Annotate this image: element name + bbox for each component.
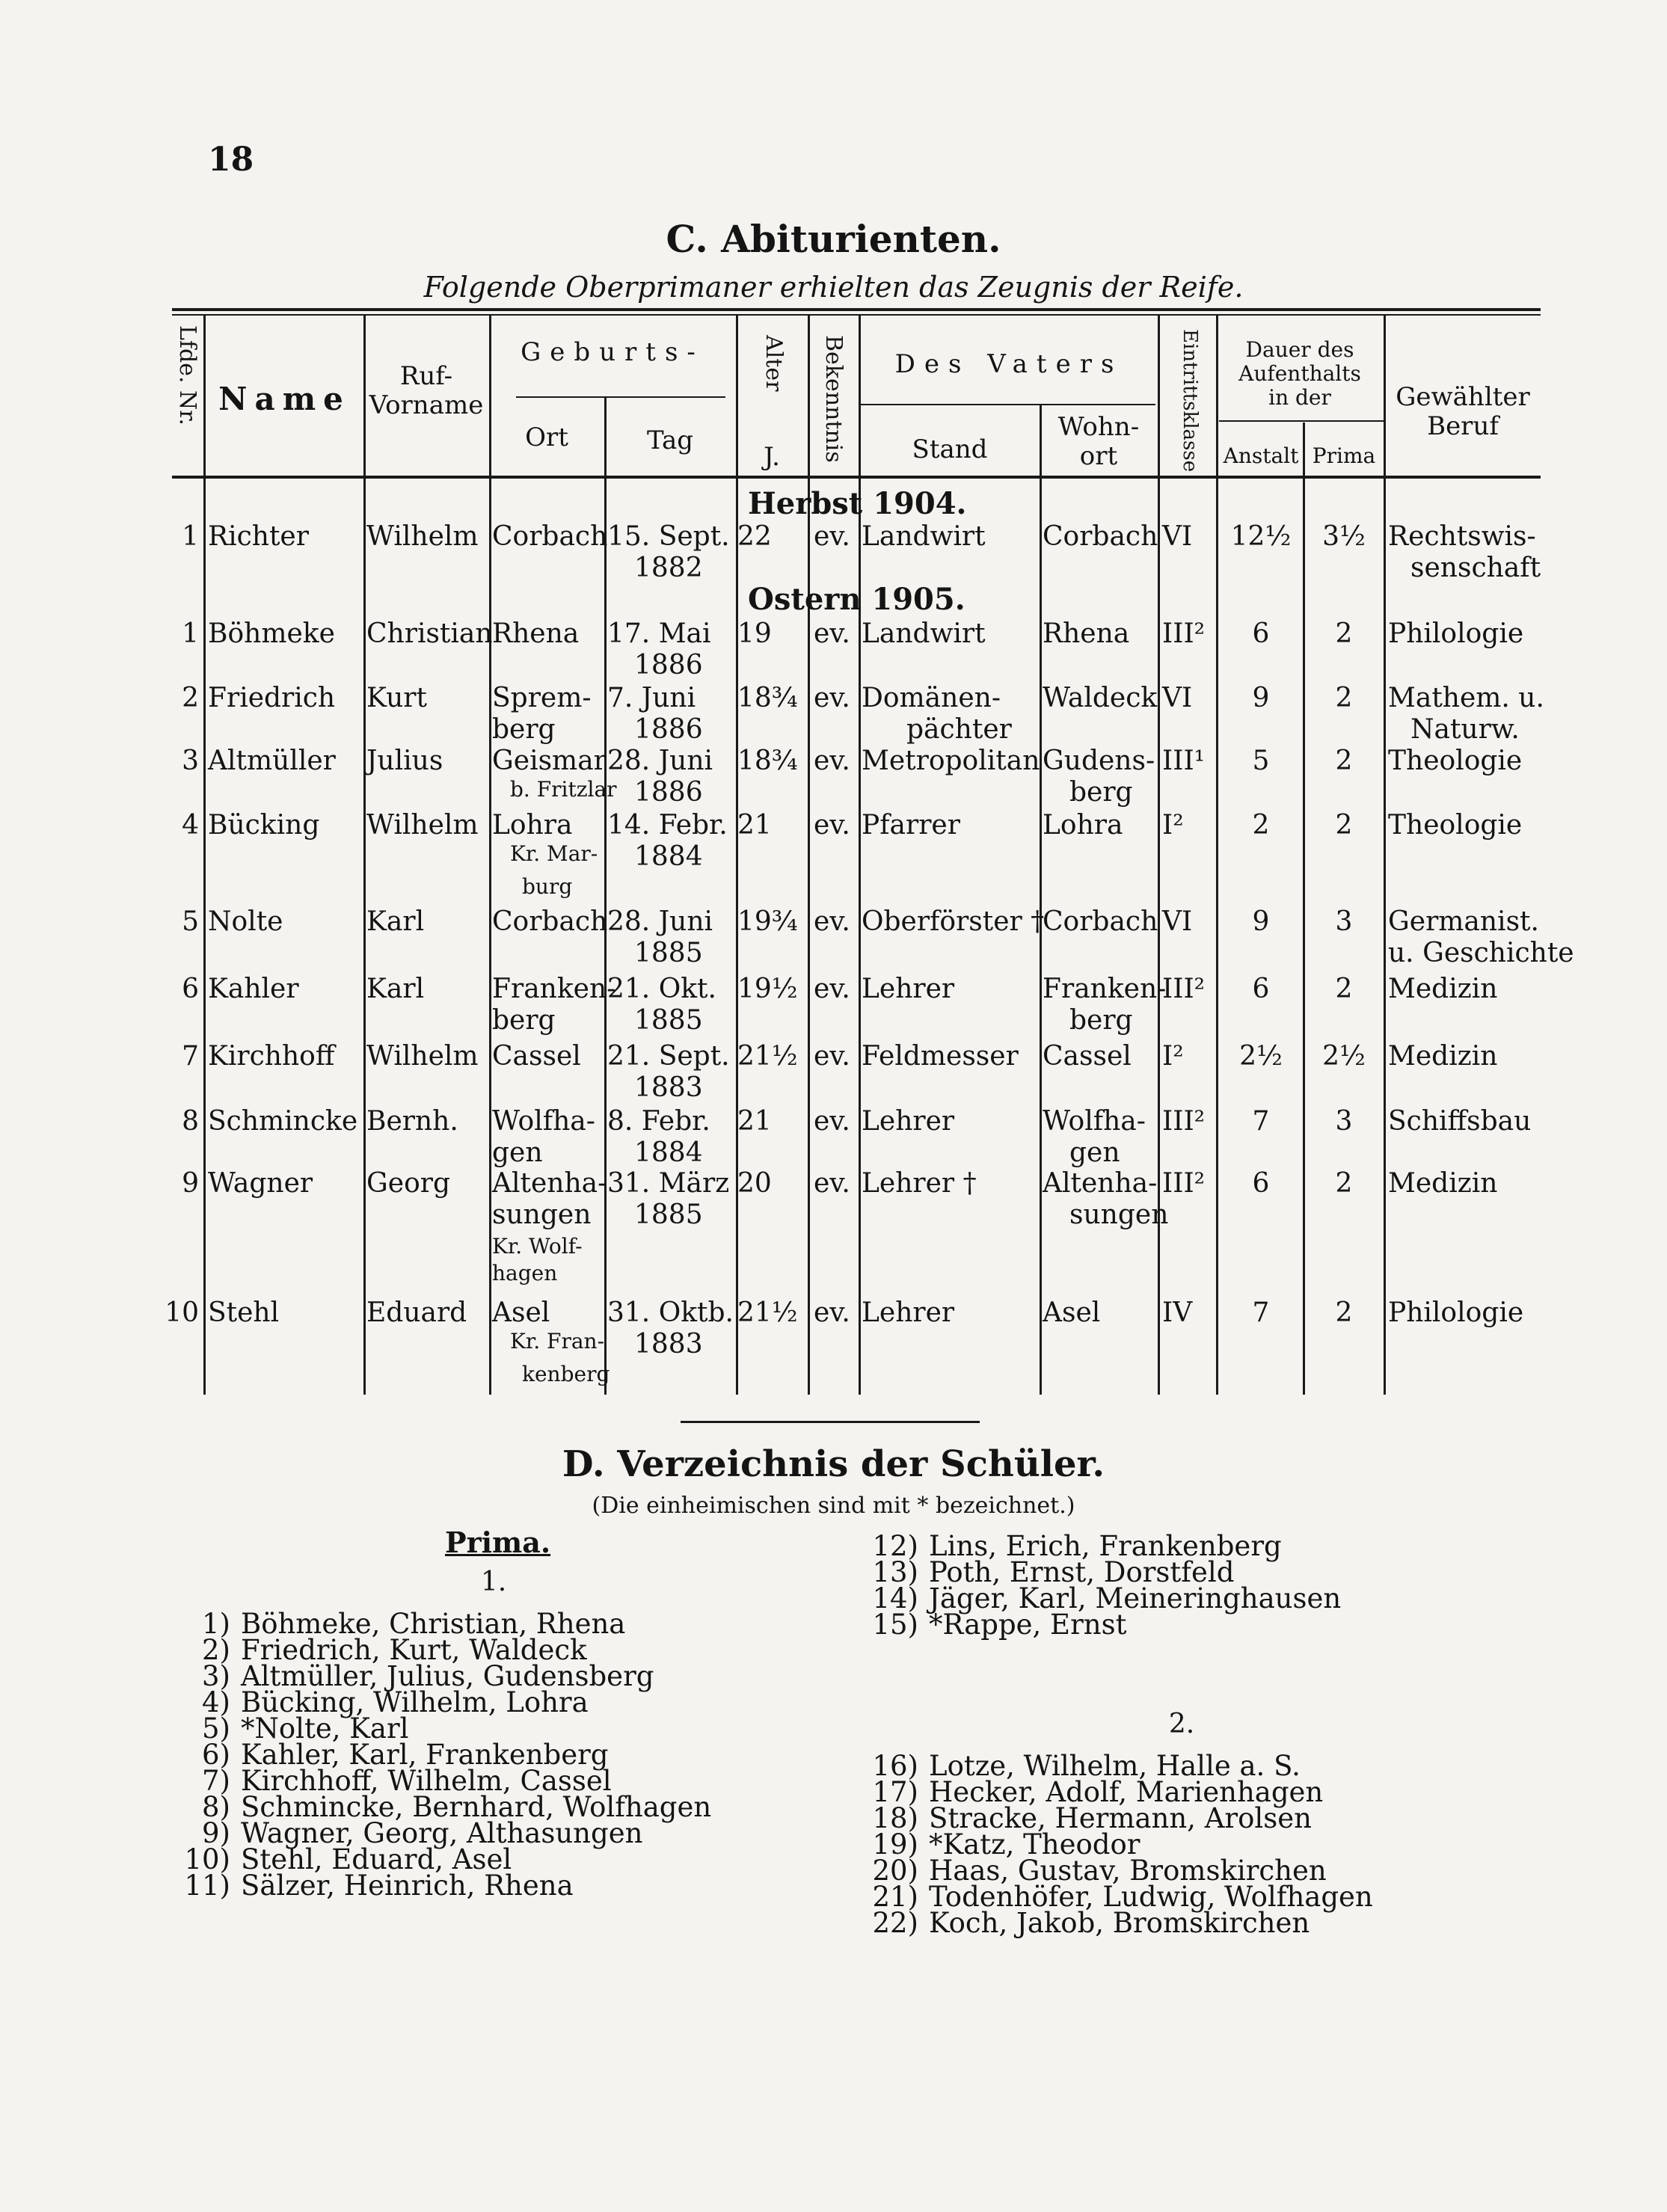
list-item-text: Wagner, Georg, Althasungen xyxy=(241,1817,643,1849)
row-jahr: 1886 xyxy=(634,714,703,745)
row-tag: 28. Juni xyxy=(607,746,713,776)
list-item-text: Stracke, Hermann, Arolsen xyxy=(929,1802,1312,1834)
list-item-text: Koch, Jakob, Bromskirchen xyxy=(929,1907,1310,1939)
row-alter: 21 xyxy=(737,1106,772,1137)
row-jahr: 1885 xyxy=(634,938,703,968)
row-beruf-2: u. Geschichte xyxy=(1388,938,1574,968)
header-wohnort: Wohn- ort xyxy=(1057,412,1140,472)
row-wohnort: Wolfha- xyxy=(1043,1106,1146,1137)
row-bekenntnis: ev. xyxy=(814,1297,850,1328)
row-wohnort: Rhena xyxy=(1043,618,1130,649)
row-jahr: 1883 xyxy=(634,1072,703,1103)
row-tag: 21. Sept. xyxy=(607,1041,730,1072)
row-ort: Franken- xyxy=(492,974,616,1004)
row-anstalt: 7 xyxy=(1252,1297,1270,1328)
row-bekenntnis: ev. xyxy=(814,683,850,713)
row-beruf: Theologie xyxy=(1388,746,1523,776)
row-stand: Pfarrer xyxy=(862,810,960,841)
list-item-number: 11) xyxy=(184,1870,230,1902)
row-name: Friedrich xyxy=(208,683,336,713)
header-nr: Lfde. Nr. xyxy=(174,325,200,425)
row-wohnort: Corbach xyxy=(1043,906,1158,937)
list-item xyxy=(860,1609,1126,1641)
list-item-number: 5) xyxy=(202,1712,230,1745)
header-alter-j: J. xyxy=(764,442,780,472)
row-jahr: 1884 xyxy=(634,841,703,872)
row-anstalt: 2 xyxy=(1252,810,1270,841)
row-alter: 20 xyxy=(737,1168,772,1199)
list-item-number: 1) xyxy=(202,1608,230,1640)
row-jahr: 1882 xyxy=(634,553,703,583)
row-jahr: 1883 xyxy=(634,1329,703,1360)
row-stand: Metropolitan xyxy=(862,746,1040,776)
section-d-note: (Die einheimischen sind mit * bezeichnet.) xyxy=(592,1493,1075,1519)
row-ort: Wolfha- xyxy=(492,1106,595,1137)
list-item-number: 8) xyxy=(202,1791,230,1823)
row-prima: 2 xyxy=(1335,618,1353,649)
row-vorname: Kurt xyxy=(366,683,427,713)
row-wohnort-2: berg xyxy=(1069,1005,1133,1036)
row-anstalt: 9 xyxy=(1252,683,1270,713)
list-item-text: Friedrich, Kurt, Waldeck xyxy=(241,1634,587,1666)
row-ort-2: berg xyxy=(492,714,556,745)
row-bekenntnis: ev. xyxy=(814,974,850,1004)
list-item-text: Jäger, Karl, Meineringhausen xyxy=(929,1582,1342,1615)
group-heading: Ostern 1905. xyxy=(748,582,965,617)
row-jahr: 1886 xyxy=(634,777,703,808)
row-name: Kirchhoff xyxy=(208,1041,335,1072)
list-item-number: 18) xyxy=(872,1802,918,1834)
list-item-text: Altmüller, Julius, Gudensberg xyxy=(241,1660,654,1692)
row-klasse: VI xyxy=(1162,906,1193,937)
row-vorname: Julius xyxy=(366,746,443,776)
row-klasse: III² xyxy=(1162,1168,1206,1199)
row-nr: 9 xyxy=(182,1168,199,1199)
row-name: Kahler xyxy=(208,974,299,1004)
row-stand: Landwirt xyxy=(862,521,986,552)
row-ort-3: burg xyxy=(522,874,573,899)
header-rufname: Ruf- Vorname xyxy=(369,361,484,421)
header-geburts: Geburts- xyxy=(521,337,704,367)
row-beruf: Mathem. u. xyxy=(1388,683,1544,713)
row-nr: 10 xyxy=(165,1297,199,1328)
row-stand: Landwirt xyxy=(862,618,986,649)
row-tag: 31. März xyxy=(607,1168,730,1199)
row-jahr: 1885 xyxy=(634,1005,703,1036)
row-ort: Altenha- xyxy=(492,1168,607,1199)
row-stand: Oberförster † xyxy=(862,906,1045,937)
row-bekenntnis: ev. xyxy=(814,521,850,552)
row-alter: 19¾ xyxy=(737,906,798,937)
row-anstalt: 7 xyxy=(1252,1106,1270,1137)
list-item-text: *Katz, Theodor xyxy=(929,1828,1141,1861)
row-beruf: Theologie xyxy=(1388,810,1523,841)
row-bekenntnis: ev. xyxy=(814,810,850,841)
row-ort-2: gen xyxy=(492,1137,543,1168)
row-ort-3: Kr. Wolf- hagen xyxy=(492,1234,583,1286)
row-prima: 2½ xyxy=(1322,1041,1366,1072)
row-wohnort: Waldeck xyxy=(1043,683,1158,713)
row-beruf: Germanist. xyxy=(1388,906,1539,937)
header-anstalt: Anstalt xyxy=(1223,443,1299,468)
row-prima: 3½ xyxy=(1322,521,1366,552)
header-prima: Prima xyxy=(1312,443,1376,468)
header-bekenntnis: Bekenntnis xyxy=(820,335,847,463)
list-item-text: Kahler, Karl, Frankenberg xyxy=(241,1739,609,1771)
row-wohnort: Cassel xyxy=(1043,1041,1132,1072)
row-anstalt: 12½ xyxy=(1230,521,1292,552)
header-dauer: Dauer des Aufenthalts in der xyxy=(1238,337,1361,411)
row-tag: 31. Oktb. xyxy=(607,1297,734,1328)
row-wohnort: Asel xyxy=(1043,1297,1101,1328)
row-stand: Domänen- xyxy=(862,683,1001,713)
row-alter: 21 xyxy=(737,810,772,841)
row-ort: Asel xyxy=(492,1297,550,1328)
row-nr: 5 xyxy=(182,906,199,937)
list-item-number: 12) xyxy=(872,1530,918,1562)
row-jahr: 1886 xyxy=(634,650,703,681)
row-tag: 28. Juni xyxy=(607,906,713,937)
row-klasse: III¹ xyxy=(1162,746,1206,776)
list-item-number: 13) xyxy=(872,1556,918,1588)
list-item-number: 21) xyxy=(872,1881,918,1913)
row-alter: 21½ xyxy=(737,1297,798,1328)
list-item-number: 17) xyxy=(872,1776,918,1808)
row-ort-2: b. Fritzlar xyxy=(510,777,617,802)
list-item-text: Stehl, Eduard, Asel xyxy=(241,1843,512,1875)
row-nr: 4 xyxy=(182,810,199,841)
list-2-number: 2. xyxy=(1168,1709,1195,1739)
row-vorname: Wilhelm xyxy=(366,1041,479,1072)
row-name: Altmüller xyxy=(208,746,336,776)
list-item-text: Kirchhoff, Wilhelm, Cassel xyxy=(241,1765,612,1797)
group-heading: Herbst 1904. xyxy=(748,486,967,521)
row-klasse: III² xyxy=(1162,974,1206,1004)
row-beruf: Medizin xyxy=(1388,1041,1498,1072)
row-tag: 15. Sept. xyxy=(607,521,730,552)
row-klasse: III² xyxy=(1162,1106,1206,1137)
row-tag: 14. Febr. xyxy=(607,810,728,841)
row-bekenntnis: ev. xyxy=(814,1041,850,1072)
list-item-text: Schmincke, Bernhard, Wolfhagen xyxy=(241,1791,712,1823)
row-vorname: Karl xyxy=(366,906,425,937)
row-alter: 18¾ xyxy=(737,683,798,713)
row-name: Stehl xyxy=(208,1297,280,1328)
row-bekenntnis: ev. xyxy=(814,1168,850,1199)
list-item-text: Todenhöfer, Ludwig, Wolfhagen xyxy=(929,1881,1373,1913)
row-stand: Feldmesser xyxy=(862,1041,1019,1072)
row-nr: 7 xyxy=(182,1041,199,1072)
list-item-number: 7) xyxy=(202,1765,230,1797)
row-alter: 19 xyxy=(737,618,772,649)
row-anstalt: 6 xyxy=(1252,1168,1270,1199)
row-stand-2: pächter xyxy=(906,714,1012,745)
list-item-number: 10) xyxy=(184,1843,230,1875)
row-bekenntnis: ev. xyxy=(814,618,850,649)
row-ort: Rhena xyxy=(492,618,580,649)
row-vorname: Wilhelm xyxy=(366,810,479,841)
row-klasse: I² xyxy=(1162,810,1184,841)
list-item-number: 6) xyxy=(202,1739,230,1771)
row-anstalt: 2½ xyxy=(1239,1041,1283,1072)
row-stand: Lehrer xyxy=(862,1106,955,1137)
row-wohnort-2: berg xyxy=(1069,777,1133,808)
list-item-number: 19) xyxy=(872,1828,918,1861)
row-jahr: 1884 xyxy=(634,1137,703,1168)
row-prima: 3 xyxy=(1335,1106,1353,1137)
row-vorname: Christian xyxy=(366,618,493,649)
row-beruf: Philologie xyxy=(1388,1297,1524,1328)
list-item-text: Lins, Erich, Frankenberg xyxy=(929,1530,1282,1562)
list-item-text: Lotze, Wilhelm, Halle a. S. xyxy=(929,1750,1301,1782)
list-item-number: 9) xyxy=(202,1817,230,1849)
row-prima: 2 xyxy=(1335,1168,1353,1199)
row-wohnort: Gudens- xyxy=(1043,746,1155,776)
row-name: Bücking xyxy=(208,810,320,841)
list-item-text: Sälzer, Heinrich, Rhena xyxy=(241,1870,574,1902)
row-prima: 3 xyxy=(1335,906,1353,937)
list-item-number: 20) xyxy=(872,1855,918,1887)
header-tag: Tag xyxy=(646,425,694,455)
row-prima: 2 xyxy=(1335,746,1353,776)
list-item-number: 15) xyxy=(872,1609,918,1641)
list-item xyxy=(860,1907,1310,1939)
row-name: Nolte xyxy=(208,906,283,937)
row-klasse: III² xyxy=(1162,618,1206,649)
row-beruf: Medizin xyxy=(1388,1168,1498,1199)
row-jahr: 1885 xyxy=(634,1199,703,1230)
section-c-title: C. Abiturienten. xyxy=(666,217,1001,261)
row-ort: Geismar xyxy=(492,746,607,776)
row-tag: 8. Febr. xyxy=(607,1106,710,1137)
row-alter: 19½ xyxy=(737,974,798,1004)
row-name: Richter xyxy=(208,521,309,552)
row-wohnort: Altenha- xyxy=(1043,1168,1158,1199)
list-item-text: *Rappe, Ernst xyxy=(929,1609,1127,1641)
row-wohnort: Corbach xyxy=(1043,521,1158,552)
row-prima: 2 xyxy=(1335,1297,1353,1328)
row-beruf-2: senschaft xyxy=(1410,553,1541,583)
row-nr: 6 xyxy=(182,974,199,1004)
row-beruf-2: Naturw. xyxy=(1410,714,1520,745)
list-item-number: 2) xyxy=(202,1634,230,1666)
header-beruf: Gewählter Beruf xyxy=(1396,382,1530,442)
prima-heading: Prima. xyxy=(445,1526,551,1559)
row-bekenntnis: ev. xyxy=(814,906,850,937)
row-nr: 1 xyxy=(182,618,199,649)
row-alter: 18¾ xyxy=(737,746,798,776)
row-nr: 1 xyxy=(182,521,199,552)
header-stand: Stand xyxy=(912,434,988,464)
row-vorname: Karl xyxy=(366,974,425,1004)
row-alter: 21½ xyxy=(737,1041,798,1072)
row-ort-2: sungen xyxy=(492,1199,592,1230)
row-stand: Lehrer † xyxy=(862,1168,977,1199)
header-ort: Ort xyxy=(525,423,568,452)
list-item-text: *Nolte, Karl xyxy=(241,1712,409,1745)
list-item-text: Hecker, Adolf, Marienhagen xyxy=(929,1776,1324,1808)
row-tag: 21. Okt. xyxy=(607,974,716,1004)
row-tag: 17. Mai xyxy=(607,618,711,649)
row-ort-2: berg xyxy=(492,1005,556,1036)
header-des-vaters: Des Vaters xyxy=(894,349,1123,379)
row-prima: 2 xyxy=(1335,810,1353,841)
row-anstalt: 6 xyxy=(1252,618,1270,649)
row-alter: 22 xyxy=(737,521,772,552)
list-item xyxy=(172,1870,574,1902)
row-klasse: VI xyxy=(1162,521,1193,552)
row-anstalt: 5 xyxy=(1252,746,1270,776)
row-nr: 8 xyxy=(182,1106,199,1137)
section-c-subtitle: Folgende Oberprimaner erhielten das Zeugnis der Reife. xyxy=(423,271,1244,304)
list-item-number: 22) xyxy=(872,1907,918,1939)
list-item-number: 16) xyxy=(872,1750,918,1782)
row-ort-2: Kr. Mar- xyxy=(510,841,598,866)
header-alter: Alter xyxy=(761,335,787,392)
row-prima: 2 xyxy=(1335,683,1353,713)
list-item-text: Poth, Ernst, Dorstfeld xyxy=(929,1556,1235,1588)
row-ort: Sprem- xyxy=(492,683,592,713)
row-name: Böhmeke xyxy=(208,618,335,649)
row-stand: Lehrer xyxy=(862,1297,955,1328)
row-ort: Cassel xyxy=(492,1041,581,1072)
row-ort: Corbach xyxy=(492,906,608,937)
list-item-number: 14) xyxy=(872,1582,918,1615)
list-item-number: 4) xyxy=(202,1686,230,1718)
row-wohnort-2: gen xyxy=(1069,1137,1120,1168)
row-bekenntnis: ev. xyxy=(814,1106,850,1137)
row-beruf: Schiffsbau xyxy=(1388,1106,1532,1137)
row-anstalt: 6 xyxy=(1252,974,1270,1004)
row-beruf: Rechtswis- xyxy=(1388,521,1536,552)
row-wohnort-2: sungen xyxy=(1069,1199,1169,1230)
row-anstalt: 9 xyxy=(1252,906,1270,937)
row-ort: Lohra xyxy=(492,810,573,841)
list-item-text: Bücking, Wilhelm, Lohra xyxy=(241,1686,589,1718)
row-prima: 2 xyxy=(1335,974,1353,1004)
row-vorname: Georg xyxy=(366,1168,450,1199)
header-eintrittsklasse: Eintrittsklasse xyxy=(1179,329,1201,473)
section-d-title: D. Verzeichnis der Schüler. xyxy=(562,1443,1105,1485)
row-tag: 7. Juni xyxy=(607,683,696,713)
row-klasse: I² xyxy=(1162,1041,1184,1072)
list-item-text: Böhmeke, Christian, Rhena xyxy=(241,1608,626,1640)
row-ort-2: Kr. Fran- xyxy=(510,1329,605,1354)
row-vorname: Eduard xyxy=(366,1297,467,1328)
header-name: Name xyxy=(218,381,351,417)
row-wohnort: Franken- xyxy=(1043,974,1167,1004)
list-item-number: 3) xyxy=(202,1660,230,1692)
row-ort: Corbach xyxy=(492,521,608,552)
row-name: Schmincke xyxy=(208,1106,358,1137)
page-number: 18 xyxy=(208,141,254,179)
row-nr: 3 xyxy=(182,746,199,776)
row-beruf: Medizin xyxy=(1388,974,1498,1004)
row-beruf: Philologie xyxy=(1388,618,1524,649)
row-klasse: VI xyxy=(1162,683,1193,713)
row-name: Wagner xyxy=(208,1168,313,1199)
row-bekenntnis: ev. xyxy=(814,746,850,776)
row-klasse: IV xyxy=(1162,1297,1193,1328)
row-vorname: Wilhelm xyxy=(366,521,479,552)
row-vorname: Bernh. xyxy=(366,1106,458,1137)
row-nr: 2 xyxy=(182,683,199,713)
row-wohnort: Lohra xyxy=(1043,810,1123,841)
list-1-number: 1. xyxy=(480,1567,507,1597)
list-item-text: Haas, Gustav, Bromskirchen xyxy=(929,1855,1327,1887)
row-stand: Lehrer xyxy=(862,974,955,1004)
row-ort-3: kenberg xyxy=(522,1362,610,1386)
